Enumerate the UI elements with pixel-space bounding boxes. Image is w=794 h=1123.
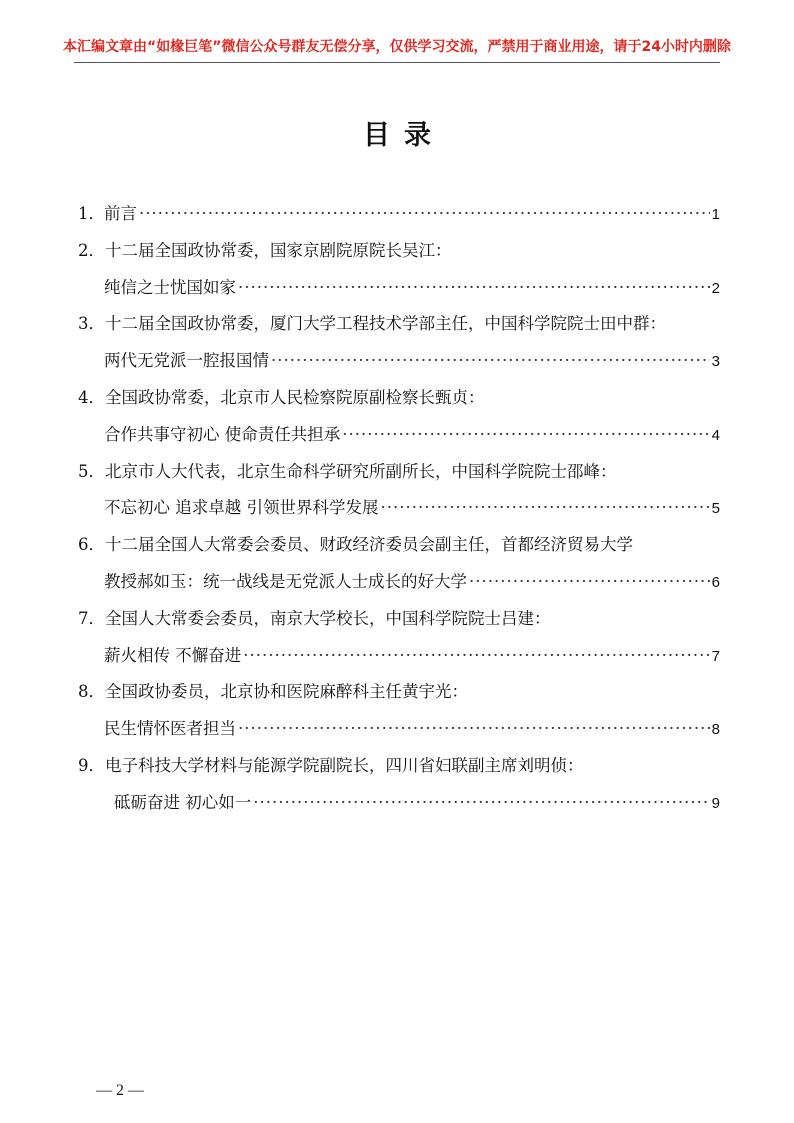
toc-entry-number: 4． [78, 387, 105, 407]
toc-entry-title: 两代无党派一腔报国情 [104, 351, 269, 371]
toc-entry-title: 民生情怀医者担当 [104, 719, 236, 739]
toc-page-number: 7 [711, 647, 720, 665]
toc-entry[interactable] [78, 380, 720, 454]
toc-entry-title: 薪火相传 不懈奋进 [104, 645, 242, 665]
toc-entry-heading: 全国人大常委会委员，南京大学校长，中国科学院院士吕建： [105, 608, 551, 628]
toc-entry[interactable] [78, 748, 720, 822]
toc-page-number: 8 [711, 721, 720, 739]
toc-entry[interactable] [78, 454, 720, 528]
toc-entry[interactable] [78, 527, 720, 601]
toc-entry-number: 5． [78, 461, 105, 481]
toc-entry[interactable] [78, 233, 720, 307]
toc-entry-title: 前言 [104, 204, 137, 223]
toc-entry[interactable] [78, 601, 720, 675]
dot-leader [139, 196, 710, 233]
dot-leader [271, 343, 710, 380]
dot-leader [253, 785, 709, 822]
dot-leader [243, 638, 709, 675]
toc-entry[interactable] [78, 306, 720, 380]
toc-page-number: 3 [711, 353, 720, 371]
toc-entry[interactable] [78, 674, 720, 748]
toc-page-number: 1 [711, 206, 720, 223]
copyright-banner: 本汇编文章由“如椽巨笔”微信公众号群友无偿分享，仅供学习交流，严禁用于商业用途，请于24小时内删除 [63, 39, 731, 55]
header-divider [74, 62, 720, 63]
toc-entry-heading: 电子科技大学材料与能源学院副院长，四川省妇联副主席刘明侦： [105, 755, 584, 775]
toc-entry-heading: 十二届全国人大常委会委员、财政经济委员会副主任，首都经济贸易大学 [105, 535, 633, 555]
toc-page-number: 9 [711, 794, 720, 812]
toc-entry-heading: 十二届全国政协常委，厦门大学工程技术学部主任，中国科学院院士田中群： [105, 314, 666, 334]
toc-entry-heading: 北京市人大代表，北京生命科学研究所副所长，中国科学院院士邵峰： [105, 461, 617, 481]
toc-entry-title: 合作共事守初心 使命责任共担承 [104, 424, 341, 444]
toc-page-number: 2 [711, 279, 720, 297]
toc-entry-heading: 全国政协常委，北京市人民检察院原副检察长甄贞： [105, 387, 485, 407]
toc-title: 目录 [363, 120, 445, 151]
toc-entry[interactable] [78, 196, 720, 233]
dot-leader [238, 270, 710, 307]
toc-entry-number: 7． [78, 608, 105, 628]
dot-leader [342, 417, 709, 454]
toc-entry-title: 教授郝如玉：统一战线是无党派人士成长的好大学 [104, 571, 467, 591]
table-of-contents [78, 196, 720, 822]
toc-entry-number: 8． [78, 682, 105, 702]
toc-entry-heading: 全国政协委员，北京协和医院麻醉科主任黄宇光： [105, 682, 468, 702]
toc-page-number: 6 [711, 573, 720, 591]
dot-leader [469, 564, 710, 601]
toc-page-number: 5 [711, 500, 720, 518]
toc-entry-title: 纯信之士忧国如家 [104, 277, 236, 297]
toc-entry-number: 1． [78, 204, 105, 223]
toc-entry-title: 不忘初心 追求卓越 引领世界科学发展 [104, 498, 379, 518]
page-number-footer: — 2 — [96, 1082, 144, 1099]
toc-entry-number: 6． [78, 535, 105, 555]
toc-entry-number: 2． [78, 240, 105, 260]
toc-page-number: 4 [711, 426, 720, 444]
toc-entry-heading: 十二届全国政协常委，国家京剧院原院长吴江： [105, 240, 452, 260]
dot-leader [238, 711, 710, 748]
dot-leader [381, 490, 710, 527]
toc-entry-number: 3． [78, 314, 105, 334]
toc-entry-title: 砥砺奋进 初心如一 [114, 792, 252, 812]
toc-entry-number: 9． [78, 755, 105, 775]
